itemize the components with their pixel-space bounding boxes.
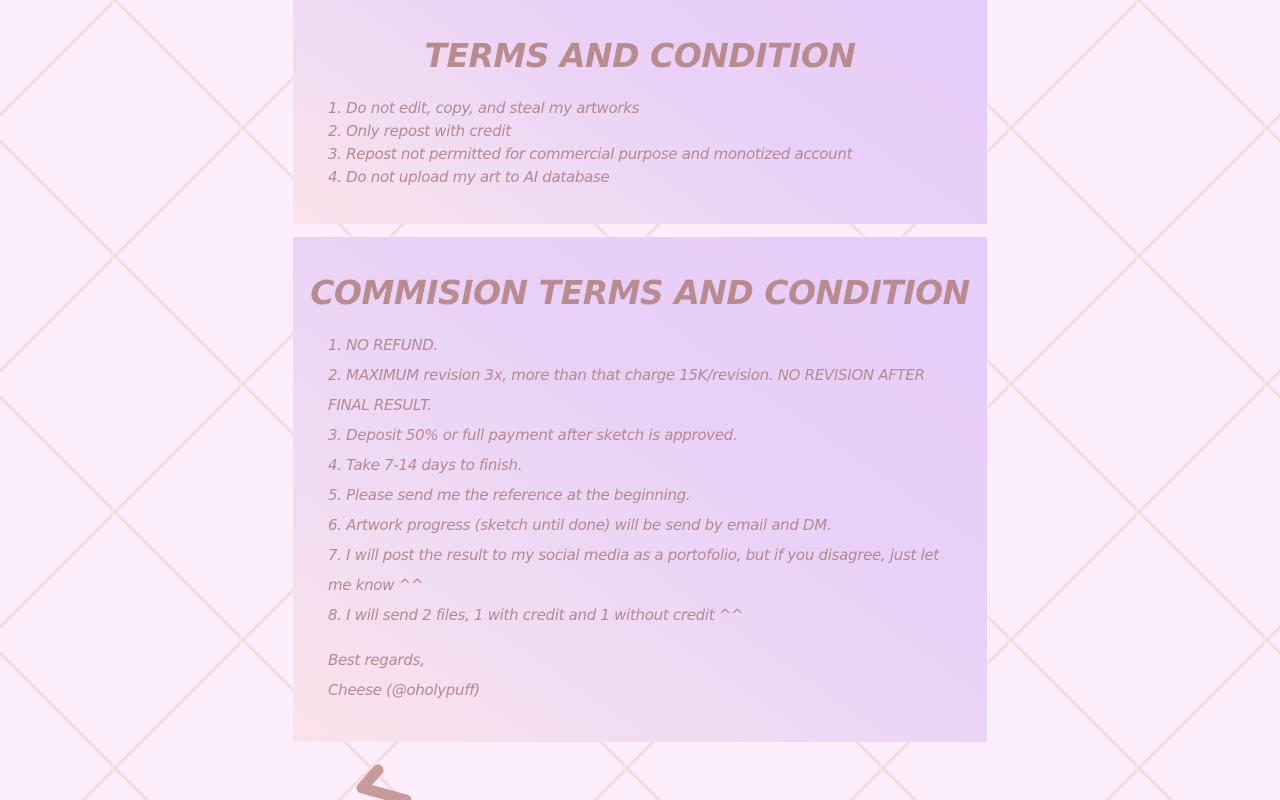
commission-terms-item: 8. I will send 2 files, 1 with credit and 1 without credit ^^ <box>328 606 744 624</box>
signoff <box>328 645 480 705</box>
signoff-greeting: Best regards, <box>328 651 425 669</box>
commission-terms-item: 6. Artwork progress (sketch until done) will be send by email and DM. <box>328 516 832 534</box>
commission-terms-item: 1. NO REFUND. <box>328 336 439 354</box>
commission-terms-item: 2. MAXIMUM revision 3x, more than that charge 15K/revision. NO REVISION AFTER FINAL RESULT. <box>328 366 925 414</box>
commission-terms-item: 5. Please send me the reference at the beginning. <box>328 486 691 504</box>
terms-card <box>293 0 987 224</box>
terms-item: 3. Repost not permitted for commercial purpose and monotized account <box>328 145 853 163</box>
terms-title: TERMS AND CONDITION <box>424 36 856 75</box>
commission-terms-item: 7. I will post the result to my social media as a portofolio, but if you disagree, just let me know ^^ <box>328 546 939 594</box>
commission-terms-item: 3. Deposit 50% or full payment after sketch is approved. <box>328 426 738 444</box>
terms-list <box>328 97 953 189</box>
terms-item: 1. Do not edit, copy, and steal my artworks <box>328 99 640 117</box>
commission-terms-item: 4. Take 7-14 days to finish. <box>328 456 523 474</box>
commission-terms-list <box>328 330 953 630</box>
signoff-name: Cheese (@oholypuff) <box>328 681 480 699</box>
terms-item: 4. Do not upload my art to AI database <box>328 168 610 186</box>
terms-item: 2. Only repost with credit <box>328 122 511 140</box>
back-arrow-icon <box>350 760 420 800</box>
back-button[interactable] <box>350 760 420 800</box>
commission-terms-card <box>293 237 987 742</box>
commission-terms-title: COMMISION TERMS AND CONDITION <box>310 273 970 312</box>
